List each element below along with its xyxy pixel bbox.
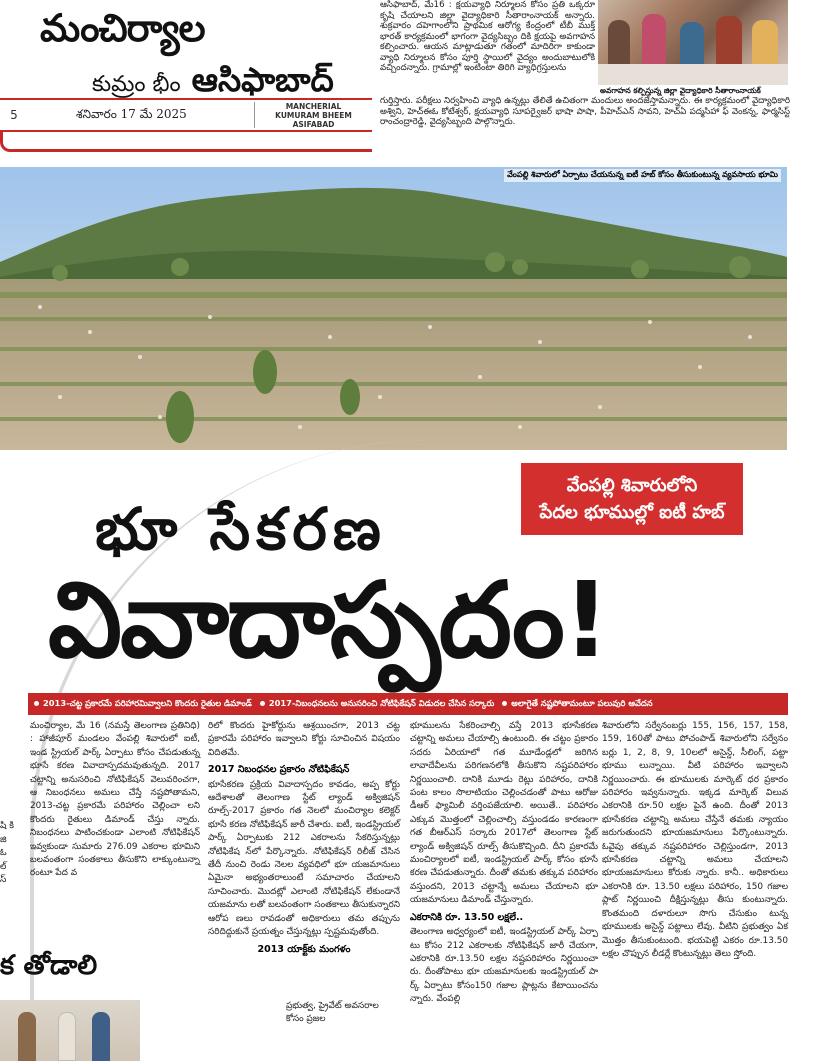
masthead-subtitle-main: ఆసిఫాబాద్: [191, 60, 334, 99]
region-line-2: KUMURAM BHEEM: [275, 111, 352, 120]
top-story-photo: [598, 0, 788, 85]
masthead: [0, 0, 372, 155]
article-column-3: [410, 720, 598, 1038]
region-line-1: MANCHERIAL: [285, 102, 342, 111]
top-story-photo-caption: అవగాహన కల్పిస్తున్న జిల్లా వైద్యాధికారి సీతారాంనాయక్: [600, 86, 761, 95]
masthead-border: [0, 132, 372, 152]
article-column-1: మంచిర్యాల, మే 16 (నమస్తే తెలంగాణ ప్రతినిధి) : హాజీపూర్ మండలం వేంపల్లి శివారులో ఐటీ, ఇండ స్ట్రియల్ పార్క్ ఏర్పాటు కోసం చేపడుతున్న భూసే కరణ వివాదాస్పదమవుతున్నది. 2017 చట్టాన్ని అనుసరించి నోటిఫికేషన్ వెలువరించగా, ఆ నిబంధనలు అమలు చేస్తే నష్టపోతామని, 2013-చట్ట ప్రకారమే పరిహారం చెల్లించా లని కొందరు రైతులు డిమాండ్ చేస్తు న్నారు. నిబంధనలు పాటించకుండా ఎలాంటి నోటిఫికేషన్ ఇవ్వకుండా సుమారు 276.09 ఎకరాల భూమిని బలవంతంగా సంతకాలు తీసుకొని లాక్కుంటున్నా రంటూ పేద వ: [30, 721, 200, 879]
masthead-title: మంచిర్యాల: [40, 6, 205, 50]
bullet-icon: [260, 701, 265, 706]
article-column-2-body: భూసేకరణ ప్రక్రియ వివాదాస్పదం కావడం, అప్ప కోర్టు ఆదేశాలతో తెలంగాణ స్టేట్ ల్యాండ్ అక్విజిషన్ రూల్స్-2017 ప్రకారం గత నెలలో మంచిర్యాల కలెక్టర్ భూసే కరణ నోటిఫికేషన్ జారీ చేశారు. ఐటీ, ఇండస్ట్రియల్ పార్క్ ఏర్పాటుకు 212 ఎకరాలను సేకరిస్తున్నట్లు నోటిఫికేష న్‌లో పేర్కొన్నారు. నోటిఫికేషన్ రిలీజ్ చేసిన తేదీ నుంచి రెండు నెలల వ్యవధిలో భూ యజమానులు ఏమైనా అభ్యంతరాలుంటే సమాచారం చేయాలని సూచించారు. మొదట్లో ఎలాంటి నోటిఫికేషన్ లేకుండానే యజమాను లతో బలవంతంగా సంతకాలు తీసుకున్నారని ఆరోప ణలు రావడంతో అధికారులు తమ తప్పును సరిదిద్దుకునే ప్రయత్నం చేస్తున్నట్లు స్పష్టమవుతోంది.: [208, 779, 400, 938]
headline-tag-line-1: వేంపల్లి శివారులోని: [566, 475, 698, 496]
article-column-2-intro: రిలో కొందరు హైకోర్టును ఆశ్రయించగా, 2013 చట్ట ప్రకారమే పరిహారం ఇవ్వాలని కోర్టు సూచించిన విషయం విదితమే.: [208, 721, 400, 758]
hero-photo: [0, 167, 787, 450]
top-story-text-continued: గుర్తిస్తారు. పరీక్షలు నిర్వహించి వ్యాధి ఉన్నట్లు తేలితే ఉచితంగా మందులు అందజేస్తామన్నారు. ఈ కార్యక్రమంలో వైద్యాధికారి అశ్విని, హెచ్ఈఓ కోటేశ్వర్, క్షయవ్యాధి సూపర్వైజర్ భాషా పాషా, పీహెచ్ఎన్ సావని, హెచ్ఏ పద్మసిహా ఫ్ వెంకన్న, ఫార్మసిస్ట్ రాంచంద్రారెడ్డి, వైద్యసిబ్బంది పాల్గొన్నారు.: [380, 96, 790, 128]
headline-line-1: భూ సేకరణ: [95, 495, 387, 563]
masthead-info-bar: [0, 98, 372, 132]
masthead-subtitle-prefix: కుమ్రం భీం: [92, 72, 181, 97]
headline-tag-line-2: పేదల భూముల్లో ఐటీ హబ్: [539, 502, 725, 523]
hero-landscape-illustration: [0, 167, 787, 450]
adjacent-article-clip: షి కి జి ఓ ల్ స్: [0, 821, 14, 885]
article-column-3-body: భూములను సేకరించాల్సి వస్తే 2013 భూసేకరణ చట్టాన్ని అమలు చేయాల్సి ఉంటుంది. ఈ చట్టం ప్రకారం సదరు ఏరియాలో గత మూడేండ్లలో జరిగిన లావాదేవీలను పరిగణనలోకి తీసుకొని నష్టపరిహారం నిర్ణయించాలి. దానికి మూడు రెట్లు పరిహారం, దానికి పంట కాలం సొలాటియం చెల్లించడంతో పాటు ఆరోజు డీఆర్ ఫ్యామిలీ వర్తింపజేయాలి. అయితే.. పరిహారం ఎక్కువ మొత్తంలో చెల్లించాల్సి వస్తుండడం కారణంగా గత బీఆర్ఎస్ సర్కారు 2017లో తెలంగాణ స్టేట్ ల్యాండ్ అక్విజిషన్ రూల్స్ తీసుకొచ్చింది. దీని ప్రకారమే మంచిర్యాలలో ఐటీ, ఇండస్ట్రియల్ పార్క్ కోసం భూసే కరణ చేపడుతున్నారు. దీంతో తమకు తక్కువ పరిహారం వస్తుందని, 2013 చట్టాన్నే అమలు చేయాలని భూ యజమానులు డిమాండ్ చేస్తున్నారు.: [410, 721, 598, 906]
article-column-2: [208, 720, 400, 955]
adjacent-article-headline: క తోడాలి: [0, 950, 98, 981]
headline-line-2: వివాదాస్పదం!: [48, 559, 609, 681]
adjacent-article-photo: [0, 1000, 140, 1061]
highlights-bar: [28, 693, 788, 715]
bullet-icon: [34, 701, 39, 706]
headline-tag-box: [521, 463, 743, 535]
top-story-text: ఆసిఫాబాద్, మే16 : క్షయవ్యాధి నిర్మూలన కోసం ప్రతి ఒక్కరూ కృషి చేయాలని జిల్లా వైద్యాధికారి సీతారాంనాయక్ అన్నారు. శుక్రవారం దహెగాంలోని ప్రాథమిక ఆరోగ్య కేంద్రంలో టీబీ ముక్త్ భారత్ కార్యక్రమంలో భాగంగా వైద్యసిబ్బం దికి క్షయపై అవగాహన కల్పించారు. ఆయన మాట్లాడుతూ గతంలో మాదిరిగా కాకుండా వ్యాధి నిర్మూలన కోసం పూర్తి స్థాయిలో వైద్యం అందుబాటులోకి వచ్చిందన్నారు. గ్రామాల్లో ఇంటింటా తిరిగి వ్యాధిగ్రస్తులను: [380, 0, 595, 73]
region-line-3: ASIFABAD: [292, 120, 335, 129]
highlight-item: 2013-చట్ట ప్రకారమే పరిహారమివ్వాలని కొందరు రైతుల డిమాండ్: [34, 698, 252, 711]
article-column-3-body-2: తెలంగాణ అధ్వర్యంలో ఐటీ, ఇండస్ట్రియల్ పార్క్ ఏర్పా టు కోసం 212 ఎకరాలకు నోటిఫికేషన్ జారీ చేయగా, ఎకరానికి రూ.13.50 లక్షల నష్టపరిహారం నిర్ణయించా రు. దీంతోపాటు భూ యజమానులకు ఇండస్ట్రియల్ పా ర్క్ ఏర్పాటు కోసం150 గజాల ప్లాట్లను కేటాయించను న్నారు. వేంపల్లి: [410, 927, 598, 1005]
page-number: 5: [10, 108, 18, 122]
article-subhead-2013-act: 2013 యాక్ట్‌కు మంగళం: [257, 943, 351, 955]
article-subhead-notification: 2017 నిబంధనల ప్రకారం నోటిఫికేషన్: [208, 764, 350, 776]
edition-region: [254, 102, 372, 128]
highlight-item: అలాగైతే నష్టపోతామంటూ పలువురి ఆవేదన: [502, 698, 652, 711]
hero-photo-caption: వేంపల్లి శివారులో ఏర్పాటు చేయనున్న ఐటీ హబ్ కోసం తీసుకుంటున్న వ్యవసాయ భూమి: [504, 169, 781, 182]
highlight-item: 2017-నిబంధనలను అనుసరించి నోటిఫికేషన్ విడుదల చేసిన సర్కారు: [260, 698, 494, 711]
article-column-4: శివారులోని సర్వేనంబర్లు 155, 156, 157, 158, 159, 160తో పాటు పోచంపాడ్ శివారులోని సర్వేనం బర్లు 1, 2, 8, 9, 10లలో అసైన్డ్, సీలింగ్, పట్టా భూము లున్నాయి. వీటి పరిహారం ఇవ్వాలని నిర్ణయించారు. ఈ భూములకు మార్కెట్ ధర ప్రకారం పరిహారం ఇవ్వనున్నారు. ఇక్కడ మార్కెట్ విలువ ఎకరానికి రూ.50 లక్షల పైనే ఉంది. దీంతో 2013 భూసేకరణ చట్టాన్ని అమలు చేస్తేనే తమకు న్యాయం జరుగుతుందని భూయజమానులు పేర్కొంటున్నారు. ఓవైపు తక్కువ నష్టపరిహారం చెల్లిస్తుండగా, 2013 భూసేకరణ చట్టాన్ని అమలు చేయాలని భూయజమానులు కోరుకు న్నారు. కానీ.. అధికారులు ఎకరానికి రూ. 13.50 లక్షలు పరిహారం, 150 గజాల ప్లాట్ నిర్ణయించి దీక్షిస్తున్నట్లు తీసు కుంటున్నారు. కొంతమంది దళారులూ సొగు చేసుకుం టున్న భూములకు అసైన్డ్ పట్టాలు లేవు. వీటిని ప్రభుత్వం ఏక మొత్తం తీసుకుంటుంది. భయపెట్టి ఎకరం రూ.13.50 లక్షల చొప్పున లీడర్లే కొంటున్నట్లు తెలు స్తోంది.: [602, 721, 788, 959]
article-subhead-compensation: ఎకరానికి రూ. 13.50 లక్షలే..: [410, 911, 524, 923]
bullet-icon: [502, 701, 507, 706]
article-column-2-tail: ప్రభుత్వ, ప్రైవేట్ అవసరాల కోసం ప్రజల: [286, 1001, 379, 1024]
edition-date: శనివారం 17 మే 2025: [76, 106, 187, 121]
